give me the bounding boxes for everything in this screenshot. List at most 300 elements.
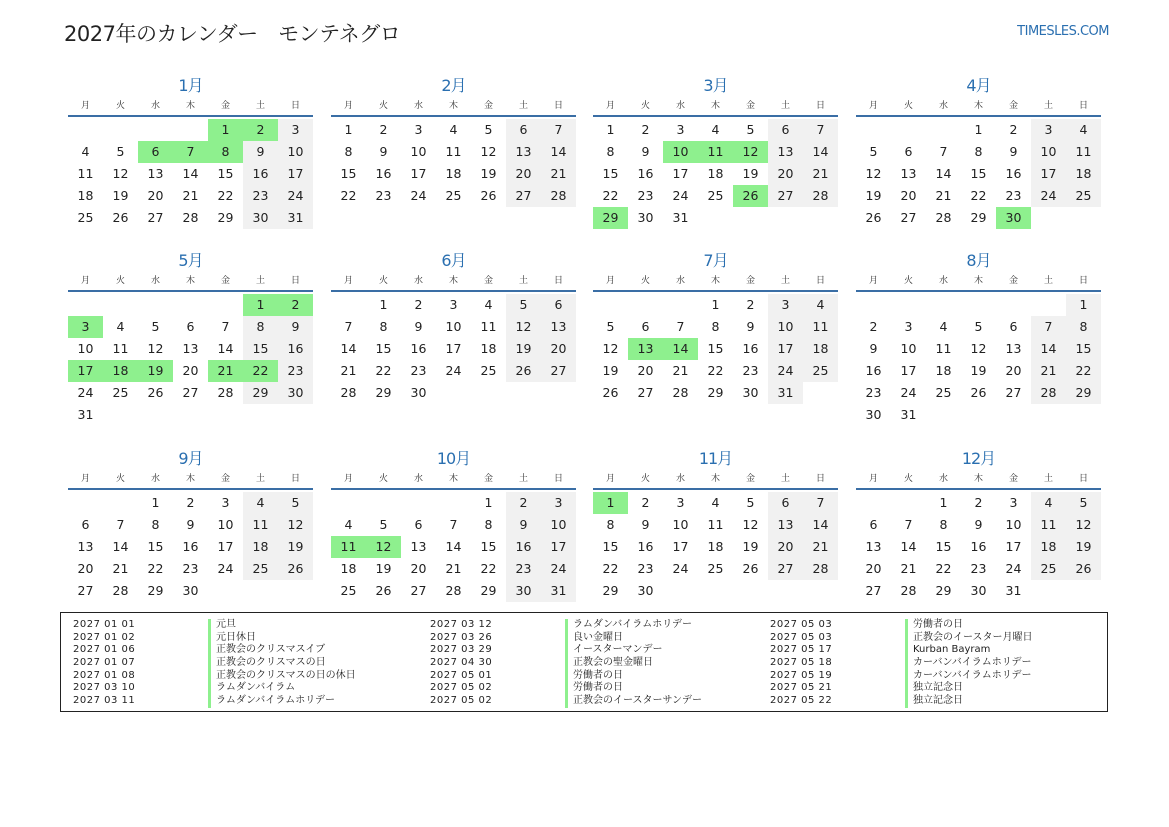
- empty-cell: [173, 119, 208, 141]
- week-row: [68, 382, 313, 404]
- weekday-label: 木: [710, 474, 720, 484]
- week-row: [68, 185, 313, 207]
- day-cell: 28: [803, 185, 838, 207]
- day-cell: 16: [637, 166, 654, 181]
- day-cell: 22: [602, 561, 619, 576]
- day-cell: 14: [935, 166, 952, 181]
- holiday-name: 正教会のクリスマスの日: [208, 657, 326, 670]
- week-row: [593, 294, 838, 316]
- day-cell: 30: [278, 382, 313, 404]
- day-cell: 22: [1066, 360, 1101, 382]
- day-cell: 11: [1031, 514, 1066, 536]
- week-row: [856, 316, 1101, 338]
- day-cell: 19: [742, 539, 759, 554]
- day-cell: 22: [147, 561, 164, 576]
- day-cell: 1: [711, 297, 720, 312]
- weekday-label: 木: [973, 474, 983, 484]
- holiday-date: 2027 03 10: [73, 682, 136, 694]
- day-cell: 28: [541, 185, 576, 207]
- day-cell: 31: [541, 580, 576, 602]
- holiday-item: [430, 682, 702, 695]
- day-cell: 22: [970, 188, 987, 203]
- day-cell: 9: [746, 319, 755, 334]
- week-row: [593, 119, 838, 141]
- weekday-label: 土: [518, 276, 528, 286]
- week-row: [331, 492, 576, 514]
- day-cell: 15: [970, 166, 987, 181]
- holiday-item: [73, 619, 356, 632]
- page-title: 2027年のカレンダー モンテネグロ: [64, 22, 401, 46]
- day-cell: 9: [974, 517, 983, 532]
- day-cell: 21: [803, 163, 838, 185]
- week-row: [331, 163, 576, 185]
- day-cell: 4: [449, 122, 458, 137]
- day-cell: 21: [340, 363, 357, 378]
- holiday-day-cell: 22: [243, 360, 278, 382]
- day-cell: 24: [1031, 185, 1066, 207]
- weekday-label: 水: [413, 101, 423, 111]
- day-cell: 2: [746, 297, 755, 312]
- day-cell: 15: [375, 341, 392, 356]
- day-cell: 17: [445, 341, 462, 356]
- day-cell: 9: [379, 144, 388, 159]
- day-cell: 17: [900, 363, 917, 378]
- holiday-day-cell: 14: [663, 338, 698, 360]
- empty-cell: [926, 119, 961, 141]
- site-link[interactable]: TIMESLES.COM: [1017, 24, 1109, 39]
- day-cell: 12: [506, 316, 541, 338]
- empty-cell: [103, 294, 138, 316]
- holiday-name: 独立記念日: [905, 682, 963, 695]
- day-cell: 25: [707, 561, 724, 576]
- week-row: [331, 580, 576, 602]
- day-cell: 27: [77, 583, 94, 598]
- empty-cell: [541, 382, 576, 404]
- day-cell: 25: [1031, 558, 1066, 580]
- weekday-label: 水: [675, 276, 685, 286]
- day-cell: 4: [1066, 119, 1101, 141]
- day-cell: 13: [900, 166, 917, 181]
- day-cell: 2: [641, 122, 650, 137]
- weekday-label: 金: [745, 101, 755, 111]
- empty-cell: [891, 492, 926, 514]
- day-cell: 30: [637, 210, 654, 225]
- weekday-label: 日: [815, 276, 825, 286]
- empty-cell: [173, 294, 208, 316]
- day-cell: 3: [414, 122, 423, 137]
- day-cell: 16: [1005, 166, 1022, 181]
- empty-cell: [138, 294, 173, 316]
- day-cell: 6: [768, 492, 803, 514]
- month-7: [593, 248, 838, 404]
- day-cell: 13: [506, 141, 541, 163]
- day-cell: 29: [243, 382, 278, 404]
- holiday-name: カーバンバイラムホリデー: [905, 657, 1032, 670]
- day-cell: 12: [602, 341, 619, 356]
- weekday-label: 土: [518, 101, 528, 111]
- week-row: [68, 338, 313, 360]
- holiday-item: [770, 695, 1033, 708]
- day-cell: 28: [900, 583, 917, 598]
- day-cell: 22: [480, 561, 497, 576]
- empty-cell: [856, 492, 891, 514]
- day-cell: 27: [900, 210, 917, 225]
- day-cell: 14: [445, 539, 462, 554]
- weekday-header: [331, 472, 576, 490]
- empty-cell: [803, 580, 838, 602]
- holiday-date: 2027 05 19: [770, 669, 833, 681]
- weekday-label: 月: [868, 101, 878, 111]
- day-cell: 3: [541, 492, 576, 514]
- weekday-label: 土: [1043, 276, 1053, 286]
- day-cell: 6: [414, 517, 423, 532]
- weekday-label: 月: [80, 474, 90, 484]
- day-cell: 4: [344, 517, 353, 532]
- day-cell: 21: [112, 561, 129, 576]
- holiday-date: 2027 03 12: [430, 619, 493, 630]
- day-cell: 23: [865, 385, 882, 400]
- day-cell: 9: [186, 517, 195, 532]
- week-row: [331, 338, 576, 360]
- month-title: 8月: [966, 251, 991, 270]
- day-cell: 3: [221, 495, 230, 510]
- weekday-label: 土: [1043, 474, 1053, 484]
- week-row: [68, 492, 313, 514]
- holiday-date: 2027 04 30: [430, 657, 493, 669]
- day-cell: 24: [77, 385, 94, 400]
- day-cell: 12: [742, 517, 759, 532]
- day-cell: 8: [711, 319, 720, 334]
- day-cell: 8: [1066, 316, 1101, 338]
- week-row: [856, 294, 1101, 316]
- day-cell: 4: [803, 294, 838, 316]
- month-title: 2月: [441, 76, 466, 95]
- holiday-day-cell: 11: [698, 141, 733, 163]
- weekday-label: 月: [343, 276, 353, 286]
- holiday-name: ラムダンバイラムホリデー: [208, 695, 335, 708]
- day-cell: 1: [606, 122, 615, 137]
- week-row: [593, 536, 838, 558]
- day-cell: 12: [1066, 514, 1101, 536]
- day-cell: 2: [414, 297, 423, 312]
- day-cell: 6: [869, 517, 878, 532]
- day-cell: 20: [637, 363, 654, 378]
- day-cell: 12: [147, 341, 164, 356]
- empty-cell: [401, 492, 436, 514]
- day-cell: 29: [147, 583, 164, 598]
- holiday-date: 2027 05 03: [770, 619, 833, 630]
- day-cell: 22: [602, 188, 619, 203]
- weekday-header: [68, 472, 313, 490]
- day-cell: 5: [379, 517, 388, 532]
- empty-cell: [103, 404, 138, 426]
- day-cell: 1: [151, 495, 160, 510]
- weekday-label: 火: [378, 101, 388, 111]
- day-cell: 11: [112, 341, 129, 356]
- weekday-label: 月: [605, 101, 615, 111]
- week-row: [331, 558, 576, 580]
- month-1: [68, 73, 313, 229]
- holiday-date: 2027 05 03: [770, 631, 833, 643]
- day-cell: 9: [278, 316, 313, 338]
- holiday-day-cell: 13: [628, 338, 663, 360]
- day-cell: 13: [147, 166, 164, 181]
- weekday-label: 日: [553, 474, 563, 484]
- weekday-label: 土: [780, 276, 790, 286]
- day-cell: 14: [1031, 338, 1066, 360]
- day-cell: 4: [711, 122, 720, 137]
- day-cell: 4: [116, 319, 125, 334]
- day-cell: 23: [970, 561, 987, 576]
- week-row: [856, 492, 1101, 514]
- weekday-label: 水: [150, 276, 160, 286]
- holiday-name: 正教会のクリスマスの日の休日: [208, 670, 356, 683]
- day-cell: 4: [711, 495, 720, 510]
- weekday-label: 日: [1078, 101, 1088, 111]
- week-row: [68, 360, 313, 382]
- day-cell: 3: [768, 294, 803, 316]
- holiday-date: 2027 05 18: [770, 657, 833, 669]
- day-cell: 8: [151, 517, 160, 532]
- day-cell: 20: [541, 338, 576, 360]
- day-cell: 20: [182, 363, 199, 378]
- day-cell: 26: [506, 360, 541, 382]
- day-cell: 5: [151, 319, 160, 334]
- month-11: [593, 446, 838, 602]
- holiday-name: 労働者の日: [565, 670, 623, 683]
- day-cell: 11: [243, 514, 278, 536]
- weekday-label: 金: [220, 276, 230, 286]
- day-cell: 29: [970, 210, 987, 225]
- day-cell: 15: [147, 539, 164, 554]
- day-cell: 18: [340, 561, 357, 576]
- day-cell: 26: [112, 210, 129, 225]
- week-row: [331, 294, 576, 316]
- day-cell: 15: [217, 166, 234, 181]
- day-cell: 12: [865, 166, 882, 181]
- empty-cell: [331, 492, 366, 514]
- holiday-date: 2027 05 02: [430, 682, 493, 694]
- weekday-label: 水: [938, 276, 948, 286]
- day-cell: 7: [449, 517, 458, 532]
- weekday-label: 土: [255, 276, 265, 286]
- weekday-label: 火: [903, 474, 913, 484]
- weekday-label: 木: [710, 276, 720, 286]
- day-cell: 3: [1031, 119, 1066, 141]
- weekday-label: 月: [605, 474, 615, 484]
- day-cell: 17: [1031, 163, 1066, 185]
- day-cell: 5: [278, 492, 313, 514]
- day-cell: 5: [1066, 492, 1101, 514]
- empty-cell: [1066, 580, 1101, 602]
- day-cell: 4: [243, 492, 278, 514]
- empty-cell: [1031, 404, 1066, 426]
- day-cell: 6: [1009, 319, 1018, 334]
- week-row: [856, 338, 1101, 360]
- empty-cell: [768, 207, 803, 229]
- day-cell: 31: [900, 407, 917, 422]
- day-cell: 2: [974, 495, 983, 510]
- month-title: 7月: [703, 251, 728, 270]
- day-cell: 7: [344, 319, 353, 334]
- weekday-label: 金: [483, 101, 493, 111]
- day-cell: 19: [375, 561, 392, 576]
- day-cell: 23: [637, 188, 654, 203]
- day-cell: 2: [506, 492, 541, 514]
- day-cell: 18: [480, 341, 497, 356]
- day-cell: 30: [182, 583, 199, 598]
- empty-cell: [68, 294, 103, 316]
- day-cell: 25: [1066, 185, 1101, 207]
- holiday-name: 独立記念日: [905, 695, 963, 708]
- day-cell: 2: [379, 122, 388, 137]
- month-title: 5月: [178, 251, 203, 270]
- day-cell: 20: [506, 163, 541, 185]
- day-cell: 7: [904, 517, 913, 532]
- day-cell: 17: [768, 338, 803, 360]
- day-cell: 26: [278, 558, 313, 580]
- day-cell: 14: [541, 141, 576, 163]
- empty-cell: [961, 294, 996, 316]
- day-cell: 1: [379, 297, 388, 312]
- day-cell: 20: [147, 188, 164, 203]
- day-cell: 24: [278, 185, 313, 207]
- holiday-item: [770, 619, 1033, 632]
- week-row: [68, 536, 313, 558]
- day-cell: 16: [742, 341, 759, 356]
- day-cell: 25: [707, 188, 724, 203]
- week-row: [68, 119, 313, 141]
- week-row: [856, 360, 1101, 382]
- day-cell: 9: [641, 517, 650, 532]
- day-cell: 28: [217, 385, 234, 400]
- week-row: [331, 141, 576, 163]
- empty-cell: [173, 404, 208, 426]
- weekday-header: [856, 472, 1101, 490]
- holiday-item: [430, 619, 702, 632]
- weekday-label: 木: [973, 101, 983, 111]
- day-cell: 8: [606, 517, 615, 532]
- day-cell: 15: [243, 338, 278, 360]
- day-cell: 11: [1066, 141, 1101, 163]
- holiday-item: [73, 670, 356, 683]
- weekday-label: 金: [1008, 474, 1018, 484]
- week-row: [593, 316, 838, 338]
- holiday-name: ラムダンバイラムホリデー: [565, 619, 692, 632]
- empty-cell: [593, 294, 628, 316]
- week-row: [68, 316, 313, 338]
- holiday-item: [73, 695, 356, 708]
- week-row: [593, 207, 838, 229]
- day-cell: 10: [77, 341, 94, 356]
- month-title: 4月: [966, 76, 991, 95]
- day-cell: 13: [182, 341, 199, 356]
- week-row: [593, 580, 838, 602]
- day-cell: 29: [602, 583, 619, 598]
- weekday-label: 火: [378, 276, 388, 286]
- week-row: [856, 404, 1101, 426]
- holiday-date: 2027 05 17: [770, 644, 833, 656]
- day-cell: 2: [869, 319, 878, 334]
- day-cell: 8: [243, 316, 278, 338]
- day-cell: 14: [803, 141, 838, 163]
- week-row: [593, 338, 838, 360]
- day-cell: 17: [278, 163, 313, 185]
- holiday-day-cell: 19: [138, 360, 173, 382]
- day-cell: 15: [935, 539, 952, 554]
- holiday-item: [770, 682, 1033, 695]
- day-cell: 16: [410, 341, 427, 356]
- day-cell: 13: [865, 539, 882, 554]
- empty-cell: [698, 207, 733, 229]
- empty-cell: [891, 294, 926, 316]
- day-cell: 30: [410, 385, 427, 400]
- empty-cell: [138, 119, 173, 141]
- day-cell: 18: [707, 539, 724, 554]
- month-title: 3月: [703, 76, 728, 95]
- day-cell: 30: [742, 385, 759, 400]
- day-cell: 1: [974, 122, 983, 137]
- day-cell: 28: [340, 385, 357, 400]
- holiday-date: 2027 05 02: [430, 695, 493, 707]
- day-cell: 29: [480, 583, 497, 598]
- day-cell: 30: [243, 207, 278, 229]
- empty-cell: [996, 294, 1031, 316]
- week-row: [331, 119, 576, 141]
- holiday-day-cell: 11: [331, 536, 366, 558]
- day-cell: 27: [865, 583, 882, 598]
- day-cell: 28: [1031, 382, 1066, 404]
- month-title: 10月: [436, 449, 471, 468]
- day-cell: 28: [182, 210, 199, 225]
- day-cell: 24: [768, 360, 803, 382]
- day-cell: 19: [865, 188, 882, 203]
- day-cell: 19: [506, 338, 541, 360]
- empty-cell: [891, 119, 926, 141]
- day-cell: 11: [935, 341, 952, 356]
- holiday-date: 2027 03 26: [430, 631, 493, 643]
- day-cell: 14: [182, 166, 199, 181]
- day-cell: 10: [541, 514, 576, 536]
- day-cell: 26: [147, 385, 164, 400]
- week-row: [856, 536, 1101, 558]
- day-cell: 6: [541, 294, 576, 316]
- day-cell: 26: [970, 385, 987, 400]
- holiday-item: [770, 657, 1033, 670]
- day-cell: 19: [480, 166, 497, 181]
- week-row: [331, 514, 576, 536]
- weekday-label: 火: [640, 474, 650, 484]
- empty-cell: [208, 580, 243, 602]
- day-cell: 3: [278, 119, 313, 141]
- month-title: 12月: [961, 449, 996, 468]
- empty-cell: [996, 404, 1031, 426]
- day-cell: 16: [637, 539, 654, 554]
- holiday-day-cell: 1: [243, 294, 278, 316]
- day-cell: 3: [1009, 495, 1018, 510]
- day-cell: 23: [278, 360, 313, 382]
- holiday-name: カーバンバイラムホリデー: [905, 670, 1032, 683]
- holiday-name: 労働者の日: [905, 619, 963, 632]
- day-cell: 5: [746, 495, 755, 510]
- empty-cell: [471, 382, 506, 404]
- day-cell: 27: [182, 385, 199, 400]
- day-cell: 6: [768, 119, 803, 141]
- holiday-day-cell: 7: [173, 141, 208, 163]
- weekday-label: 土: [518, 474, 528, 484]
- holiday-item: [430, 670, 702, 683]
- empty-cell: [138, 404, 173, 426]
